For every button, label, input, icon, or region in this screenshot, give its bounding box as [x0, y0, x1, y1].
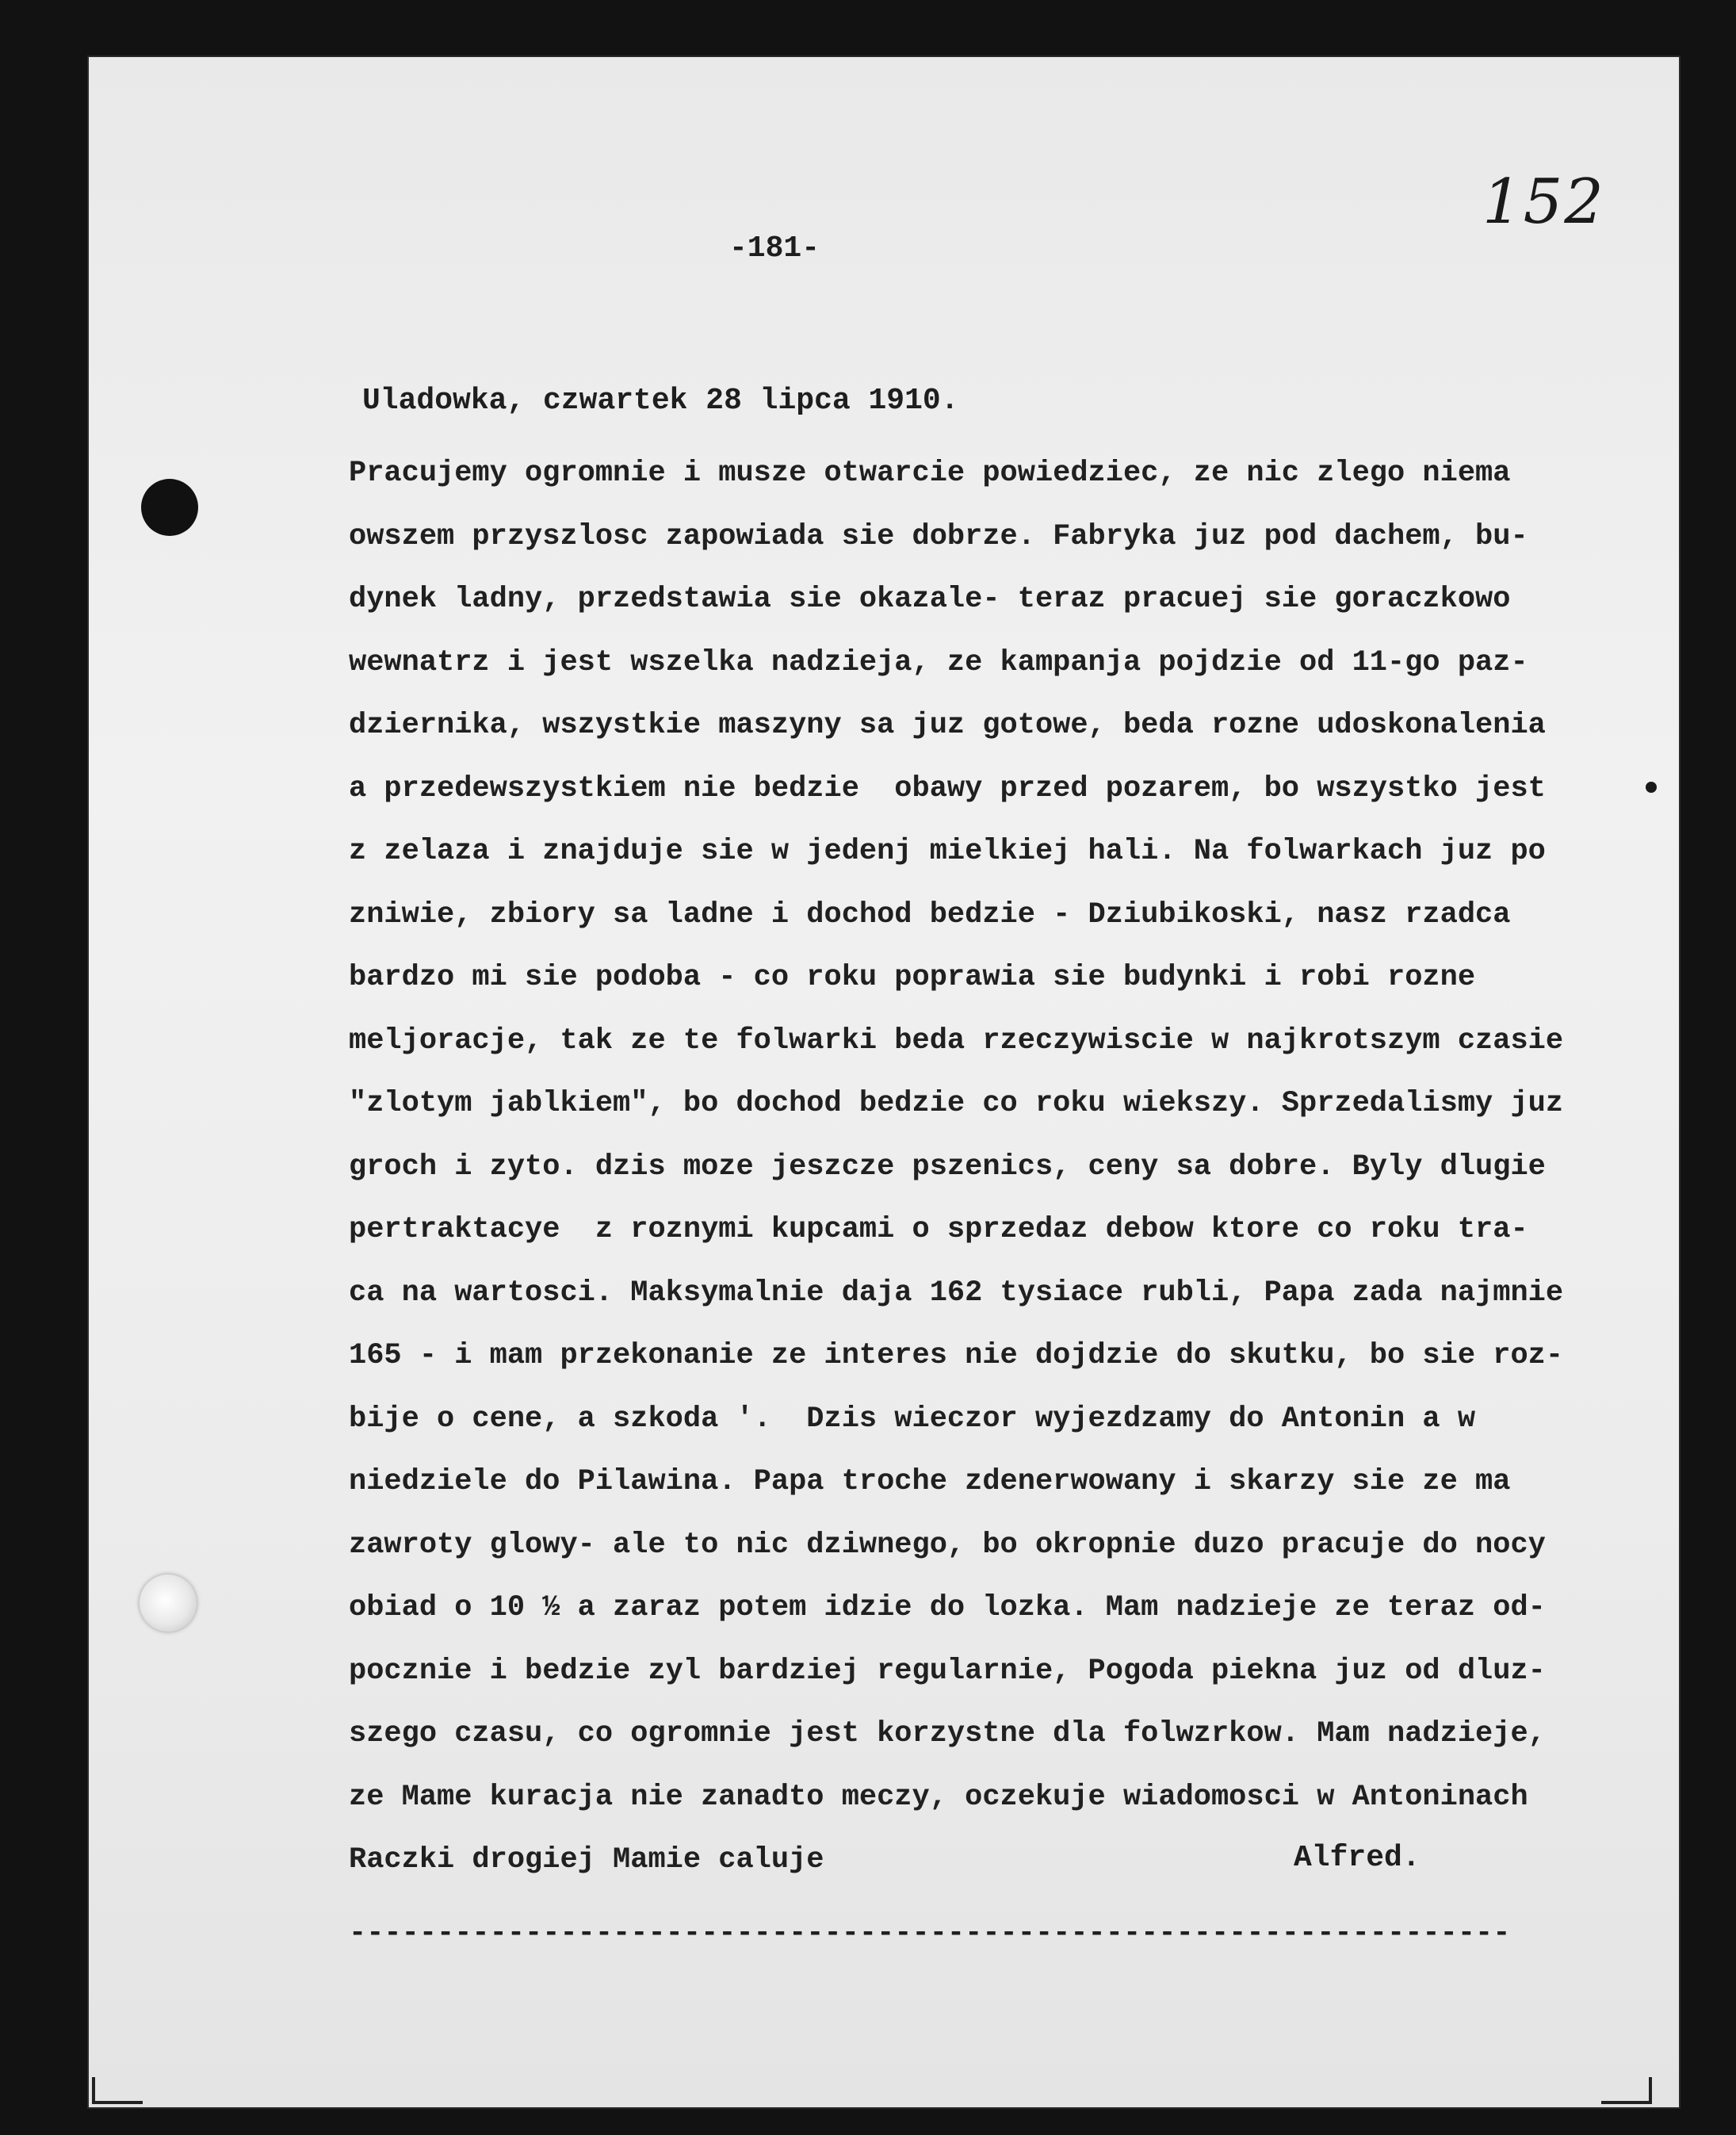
letter-heading: Uladowka, czwartek 28 lipca 1910. — [362, 384, 959, 418]
body-line: obiad o 10 ½ a zaraz potem idzie do lozka. Mam nadzieje ze teraz od- — [349, 1591, 1546, 1624]
signature: Alfred. — [1294, 1841, 1421, 1875]
body-line: niedziele do Pilawina. Papa troche zdenerwowany i skarzy sie ze ma — [349, 1465, 1511, 1498]
corner-mark-bottom-right — [1601, 2077, 1652, 2104]
body-line: owszem przyszlosc zapowiada sie dobrze. Fabryka juz pod dachem, bu- — [349, 519, 1528, 553]
body-line: pocznie i bedzie zyl bardziej regularnie, Pogoda piekna juz od dluz- — [349, 1654, 1546, 1688]
body-line: pertraktacye z roznymi kupcami o sprzedaz debow ktore co roku tra- — [349, 1213, 1528, 1246]
body-line: "zlotym jablkiem", bo dochod bedzie co roku wiekszy. Sprzedalismy juz — [349, 1087, 1564, 1120]
body-line: dynek ladny, przedstawia sie okazale- teraz pracuej sie goraczkowo — [349, 583, 1511, 616]
body-line: ca na wartosci. Maksymalnie daja 162 tysiace rubli, Papa zada najmnie — [349, 1276, 1564, 1310]
body-line: Pracujemy ogromnie i musze otwarcie powiedziec, ze nic zlego niema — [349, 457, 1511, 490]
body-line: groch i zyto. dzis moze jeszcze pszenics, ceny sa dobre. Byly dlugie — [349, 1150, 1546, 1184]
body-line: wewnatrz i jest wszelka nadzieja, ze kampanja pojdzie od 11-go paz- — [349, 645, 1528, 679]
body-line: z zelaza i znajduje sie w jedenj mielkiej hali. Na folwarkach juz po — [349, 835, 1546, 868]
body-line: meljoracje, tak ze te folwarki beda rzeczywiscie w najkrotszym czasie — [349, 1023, 1564, 1058]
page-number: -181- — [729, 231, 820, 266]
body-line: bije o cene, a szkoda '. Dzis wieczor wyjezdzamy do Antonin a w — [349, 1402, 1476, 1436]
archive-folio-number: 152 — [1482, 166, 1605, 238]
body-line: bardzo mi sie podoba - co roku poprawia sie budynki i robi rozne — [349, 961, 1476, 994]
body-line: a przedewszystkiem nie bedzie obawy przed pozarem, bo wszystko jest — [349, 771, 1546, 805]
body-line: ze Mame kuracja nie zanadto meczy, oczekuje wiadomosci w Antoninach — [349, 1780, 1528, 1814]
body-line: szego czasu, co ogromnie jest korzystne dla folwzrkow. Mam nadzieje, — [349, 1717, 1546, 1750]
punch-hole-bottom — [140, 1574, 197, 1632]
body-line: 165 - i mam przekonanie ze interes nie dojdzie do skutku, bo sie roz- — [349, 1339, 1564, 1372]
body-line: zawroty glowy- ale to nic dziwnego, bo okropnie duzo pracuje do nocy — [349, 1528, 1546, 1562]
corner-mark-bottom-left — [92, 2077, 143, 2104]
punch-hole-top — [141, 479, 198, 536]
body-line: dziernika, wszystkie maszyny sa juz gotowe, beda rozne udoskonalenia — [349, 709, 1546, 742]
letter-body — [349, 442, 1649, 1892]
body-line: Raczki drogiej Mamie caluje — [349, 1843, 824, 1877]
body-line: zniwie, zbiory sa ladne i dochod bedzie - Dziubikoski, nasz rzadca — [349, 897, 1511, 932]
separator-rule: ------------------------------------------------------------------ — [349, 1917, 1511, 1950]
margin-ink-dot — [1646, 782, 1657, 793]
